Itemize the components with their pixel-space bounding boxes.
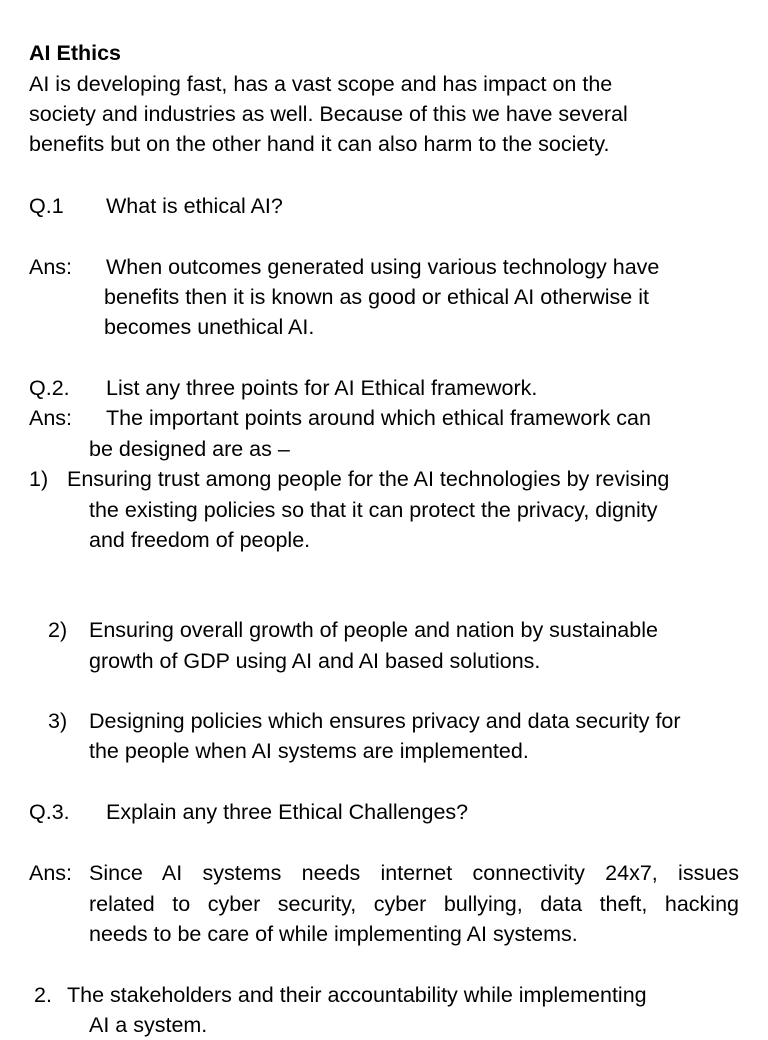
- point-line: the existing policies so that it can protect the privacy, dignity: [89, 498, 658, 522]
- q2-ans-label: Ans:: [29, 406, 73, 430]
- q1-answer-line: When outcomes generated using various technology have: [106, 255, 660, 279]
- point-line: AI a system.: [89, 1013, 208, 1037]
- q3-answer-line: needs to be care of while implementing AI systems.: [89, 922, 578, 946]
- q3-ans-label: Ans:: [29, 861, 73, 885]
- point-line: and freedom of people.: [89, 528, 311, 552]
- q2-label: Q.2.: [29, 376, 70, 400]
- point-line: Ensuring trust among people for the AI technologies by revising: [67, 467, 670, 491]
- q2-question: List any three points for AI Ethical framework.: [106, 376, 538, 400]
- intro-line: society and industries as well. Because of this we have several: [29, 102, 628, 126]
- point-number: 1): [29, 467, 49, 491]
- q1-label: Q.1: [29, 194, 64, 218]
- q3-answer-line: Since AI systems needs internet connectivity 24x7, issues: [89, 861, 739, 885]
- point-line: Designing policies which ensures privacy and data security for: [89, 709, 681, 733]
- point-line: The stakeholders and their accountability while implementing: [67, 983, 647, 1007]
- q3-answer-line: related to cyber security, cyber bullying, data theft, hacking: [89, 892, 739, 916]
- point-line: Ensuring overall growth of people and nation by sustainable: [89, 618, 658, 642]
- point-number: 2.: [34, 983, 52, 1007]
- point-number: 2): [48, 618, 68, 642]
- q2-answer-line: The important points around which ethical framework can: [106, 406, 651, 430]
- q1-ans-label: Ans:: [29, 255, 73, 279]
- q1-answer-line: benefits then it is known as good or ethical AI otherwise it: [104, 285, 649, 309]
- intro-line: benefits but on the other hand it can also harm to the society.: [29, 132, 610, 156]
- point-line: growth of GDP using AI and AI based solutions.: [89, 649, 541, 673]
- q2-answer-line: be designed are as –: [89, 437, 290, 461]
- q1-question: What is ethical AI?: [106, 194, 283, 218]
- q3-question: Explain any three Ethical Challenges?: [106, 800, 469, 824]
- document-title: AI Ethics: [29, 41, 121, 65]
- q1-answer-line: becomes unethical AI.: [104, 315, 315, 339]
- point-line: the people when AI systems are implemented.: [89, 739, 529, 763]
- intro-line: AI is developing fast, has a vast scope and has impact on the: [29, 72, 613, 96]
- point-number: 3): [48, 709, 68, 733]
- q3-label: Q.3.: [29, 800, 70, 824]
